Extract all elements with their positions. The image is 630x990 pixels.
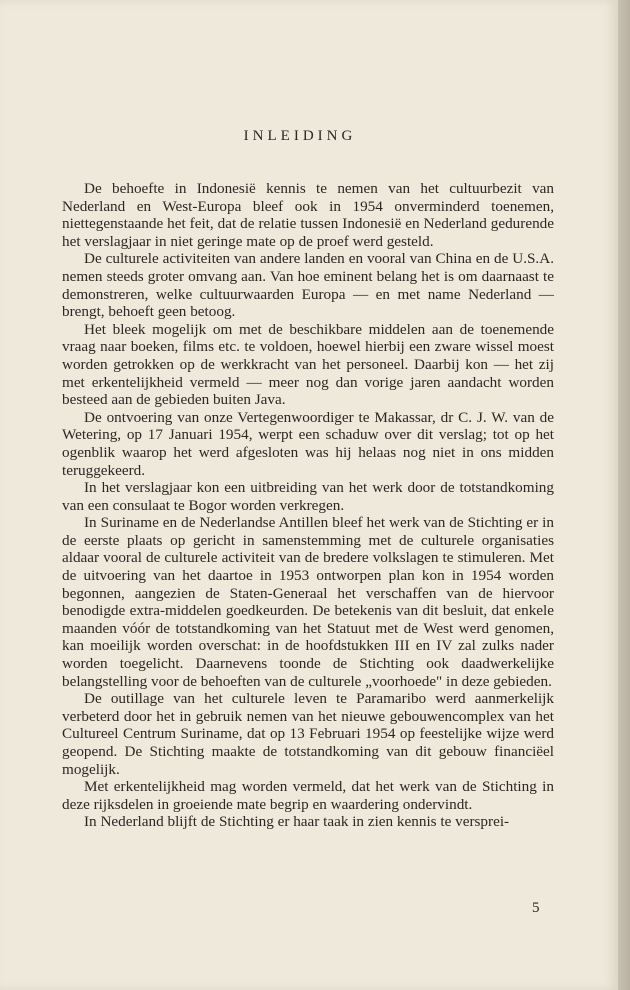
paragraph-8: Met erkentelijkheid mag worden vermeld, dat het werk van de Stichting in deze rijksdelen in groeiende mate begrip en waardering ondervindt. [62,778,554,813]
paragraph-9: In Nederland blijft de Stichting er haar taak in zien kennis te versprei- [84,813,510,831]
paragraph-7: De outillage van het culturele leven te Paramaribo werd aanmerkelijk verbeterd door het in gebruik nemen van het nieuwe gebouwencomplex van het Cultureel Centrum Suriname, dat op 13 Februari 1954 op feestelijke wijze werd geopend. De Stichting maakte de totstandkoming van dit gebouw financiëel mogelijk. [62,690,554,778]
paragraph-6: In Suriname en de Nederlandse Antillen bleef het werk van de Stichting er in de eerste plaats op gericht in samenstemming met de culturele organisaties aldaar vooral de culturele activiteit van de bredere volkslagen te stimuleren. Met de uitvoering van het daartoe in 1953 ontworpen plan kon in 1954 worden begonnen, aangezien de Staten-Generaal het verschaffen van de hiervoor benodigde extra-middelen goedkeurden. De betekenis van dit besluit, dat enkele maanden vóór de totstandkoming van het Statuut met de West werd genomen, kan moeilijk worden overschat: in de hoofdstukken III en IV zal zulks nader worden toegelicht. Daarnevens toonde de Stichting ook daadwerkelijke belangstelling voor de behoeften van de culturele „voorhoede" in deze gebieden. [62,514,554,690]
page-number: 5 [532,900,540,916]
paragraph-4: De ontvoering van onze Vertegenwoordiger te Makassar, dr C. J. W. van de Wetering, op 17 Januari 1954, werpt een schaduw over dit verslag; tot op het ogenblik waarop het werd afgesloten was hij helaas nog niet in ons midden teruggekeerd. [62,408,554,479]
paragraph-1: De behoefte in Indonesië kennis te nemen van het cultuurbezit van Nederland en West-Europa bleef ook in 1954 onverminderd toenemen, niettegenstaande het feit, dat de relatie tussen Indonesië en Nederland gedurende het verslagjaar in niet geringe mate op de proef werd gesteld. [62,180,554,250]
paragraph-3: Het bleek mogelijk om met de beschikbare middelen aan de toenemende vraag naar boeken, films etc. te voldoen, hoewel hierbij een zware wissel moest worden getrokken op de werkkracht van het personeel. Daarbij kon — het zij met erkentelijkheid vermeld — meer nog dan vorige jaren aandacht worden besteed aan de gebieden buiten Java. [62,320,554,409]
page-edge [618,0,630,990]
body-text [62,180,554,831]
paragraph-2: De culturele activiteiten van andere landen en vooral van China en de U.S.A. nemen steeds groter omvang aan. Van hoe eminent belang het is om daarnaast te demonstreren, welke cultuurwaarden Europa — en met name Nederland — brengt, behoeft geen betoog. [62,250,554,321]
paragraph-5: In het verslagjaar kon een uitbreiding van het werk door de totstandkoming van een consulaat te Bogor worden verkregen. [62,479,554,514]
page-title: INLEIDING [243,128,357,144]
